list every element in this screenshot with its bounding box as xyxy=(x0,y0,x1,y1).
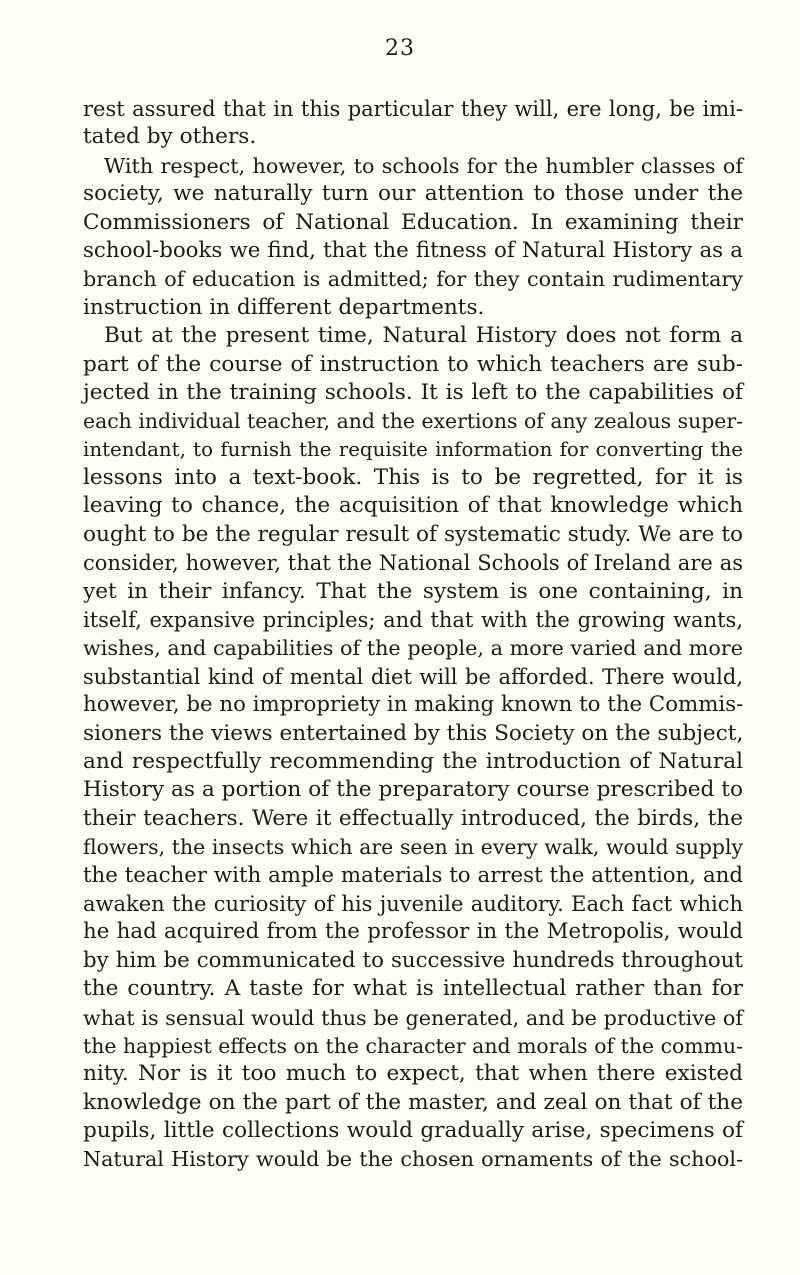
text-line: But at the present time, Natural History does not form a xyxy=(104,323,743,349)
text-line: rest assured that in this particular they will, ere long, be imi- xyxy=(83,97,743,121)
text-line: History as a portion of the preparatory course prescribed to xyxy=(83,777,743,803)
text-line: awaken the curiosity of his juvenile auditory. Each fact which xyxy=(83,891,743,916)
text-line: tated by others. xyxy=(83,124,257,150)
text-line: nity. Nor is it too much to expect, that when there existed xyxy=(83,1061,743,1087)
text-line: With respect, however, to schools for the humbler classes of xyxy=(104,153,743,178)
text-line: itself, expansive principles; and that with the growing wants, xyxy=(83,608,743,633)
text-line: each individual teacher, and the exertions of any zealous super- xyxy=(83,409,743,434)
text-line: the happiest effects on the character and morals of the commu- xyxy=(83,1033,743,1058)
text-line: leaving to chance, the acquisition of that knowledge which xyxy=(83,493,743,519)
text-line: school-books we find, that the fitness of Natural History as a xyxy=(83,237,743,263)
text-line: knowledge on the part of the master, and zeal on that of the xyxy=(83,1089,743,1115)
text-line: lessons into a text-book. This is to be regretted, for it is xyxy=(83,465,743,491)
text-line: society, we naturally turn our attention to those under the xyxy=(83,181,743,207)
text-line: their teachers. Were it effectually introduced, the birds, the xyxy=(83,805,743,831)
text-line: intendant, to furnish the requisite information for converting the xyxy=(83,437,743,461)
text-line: yet in their infancy. That the system is one containing, in xyxy=(83,578,743,604)
text-line: ought to be the regular result of systematic study. We are to xyxy=(83,521,743,547)
text-line: he had acquired from the professor in the Metropolis, would xyxy=(83,919,743,945)
page-number: 23 xyxy=(385,36,415,61)
text-line: the country. A taste for what is intellectual rather than for xyxy=(83,976,743,1002)
text-line: what is sensual would thus be generated, and be productive of xyxy=(83,1005,743,1030)
text-line: wishes, and capabilities of the people, a more varied and more xyxy=(83,636,743,661)
text-line: however, be no impropriety in making known to the Commis- xyxy=(83,692,744,718)
text-line: the teacher with ample materials to arrest the attention, and xyxy=(83,862,743,888)
text-line: pupils, little collections would gradually arise, specimens of xyxy=(83,1118,743,1144)
text-line: consider, however, that the National Schools of Ireland are as xyxy=(83,551,743,576)
text-line: and respectfully recommending the introduction of Natural xyxy=(83,748,743,774)
text-line: flowers, the insects which are seen in every walk, would supply xyxy=(83,835,743,860)
text-line: instruction in different departments. xyxy=(83,294,485,320)
body-text xyxy=(83,95,743,1174)
text-line: branch of education is admitted; for they contain rudimentary xyxy=(83,267,743,292)
text-line: Commissioners of National Education. In examining their xyxy=(83,209,743,235)
text-line: part of the course of instruction to which teachers are sub- xyxy=(83,351,743,377)
text-line: jected in the training schools. It is left to the capabilities of xyxy=(83,379,743,405)
text-line: sioners the views entertained by this Society on the subject, xyxy=(83,720,744,746)
text-line: Natural History would be the chosen ornaments of the school- xyxy=(83,1147,743,1172)
text-line: substantial kind of mental diet will be afforded. There would, xyxy=(83,664,743,689)
text-line: by him be communicated to successive hundreds throughout xyxy=(83,947,743,973)
